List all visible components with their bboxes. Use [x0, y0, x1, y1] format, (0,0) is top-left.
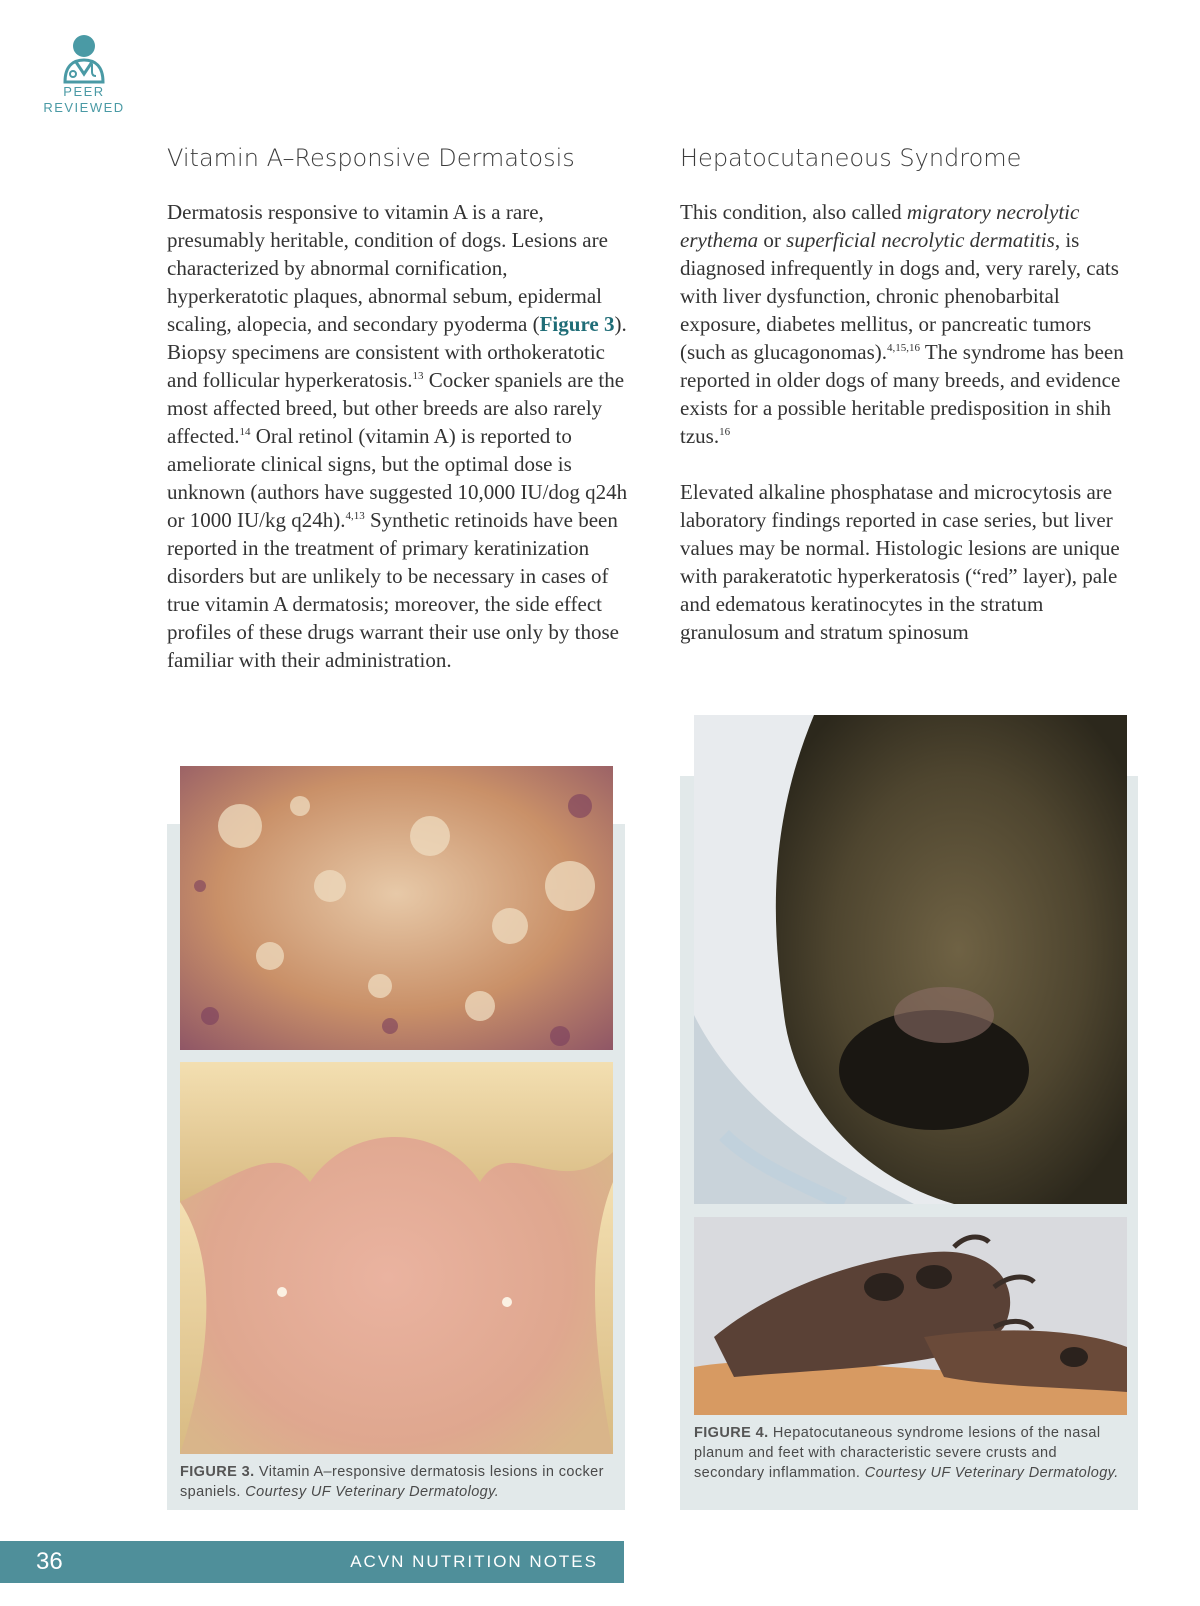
- figure-4-caption: [694, 1423, 1124, 1483]
- citation: 13: [412, 370, 424, 382]
- right-paragraph-2: Elevated alkaline phosphatase and microcytosis are laboratory findings reported in case series, but liver values may be normal. Histologic lesions are unique with parakeratotic hyperkeratosis (“red” layer), pale and edematous keratinocytes in the stratum granulosum and stratum spinosum: [680, 480, 1120, 644]
- figure-4-photo-bottom: [694, 1217, 1127, 1415]
- figure-3-credit: Courtesy UF Veterinary Dermatology.: [245, 1484, 500, 1500]
- citation: 4,15,16: [887, 342, 921, 354]
- text-run: Oral retinol (vitamin A) is reported to ameliorate clinical signs, but the optimal dose is unknown (authors have suggested 10,000 IU/dog q24h or 1000 IU/kg q24h).: [167, 424, 628, 532]
- figure-4-credit: Courtesy UF Veterinary Dermatology.: [864, 1465, 1119, 1481]
- text-run: Synthetic retinoids have been reported in the treatment of primary keratinization disorders but are unlikely to be necessary in cases of true vitamin A dermatosis; moreover, the side effect profiles of these drugs warrant their use only by those familiar with their administration.: [167, 508, 619, 672]
- text-run: Cocker spaniels are the most affected breed, but other breeds are also rarely affected.: [167, 368, 625, 448]
- text-run: This condition, also called: [680, 200, 907, 224]
- citation: 4,13: [345, 510, 365, 522]
- badge-line-2: REVIEWED: [43, 100, 125, 115]
- page-number: 36: [36, 1548, 63, 1575]
- figure-3-text: Vitamin A–responsive dermatosis lesions in cocker spaniels.: [180, 1464, 604, 1500]
- figure-3-caption: [180, 1462, 610, 1502]
- left-paragraph-1: [167, 198, 629, 674]
- page-footer: [0, 1541, 624, 1583]
- peer-reviewed-badge: [38, 32, 130, 116]
- italic-term: migratory necrolytic erythema: [680, 200, 1080, 252]
- figure-3-photo-top: [180, 766, 613, 1050]
- italic-term: superficial necrolytic dermatitis: [786, 228, 1055, 252]
- left-heading: Vitamin A–Responsive Dermatosis: [167, 144, 575, 172]
- figure-3-photo-bottom: [180, 1062, 613, 1454]
- left-body: [167, 198, 629, 674]
- figure-4-label: FIGURE 4.: [694, 1425, 769, 1441]
- figure-3-link[interactable]: Figure 3: [539, 312, 615, 336]
- journal-title: ACVN NUTRITION NOTES: [350, 1552, 598, 1571]
- right-heading: Hepatocutaneous Syndrome: [680, 144, 1022, 172]
- right-paragraph-1: [680, 198, 1130, 450]
- citation: 16: [719, 426, 731, 438]
- text-run: , is diagnosed infrequently in dogs and, very rarely, cats with liver dysfunction, chronic phenobarbital exposure, diabetes mellitus, or pancreatic tumors (such as glucagonomas).: [680, 228, 1119, 364]
- figure-4-text: Hepatocutaneous syndrome lesions of the nasal planum and feet with characteristic severe crusts and secondary inflammation.: [694, 1425, 1101, 1481]
- text-run: The syndrome has been reported in older dogs of many breeds, and evidence exists for a possible heritable predisposition in shih tzus.: [680, 340, 1124, 448]
- doctor-icon: [61, 32, 107, 84]
- figure-4-photo-top: [694, 715, 1127, 1204]
- figure-3-label: FIGURE 3.: [180, 1464, 255, 1480]
- right-body: [680, 198, 1130, 646]
- badge-line-1: PEER: [63, 84, 105, 99]
- citation: 14: [239, 426, 251, 438]
- text-run: or: [758, 228, 787, 252]
- text-run: ). Biopsy specimens are consistent with orthokeratotic and follicular hyperkeratosis.: [167, 312, 627, 392]
- text-run: Dermatosis responsive to vitamin A is a rare, presumably heritable, condition of dogs. Lesions are characterized by abnormal cornification, hyperkeratotic plaques, abnormal sebum, epidermal scaling, alopecia, and secondary pyoderma (: [167, 200, 608, 336]
